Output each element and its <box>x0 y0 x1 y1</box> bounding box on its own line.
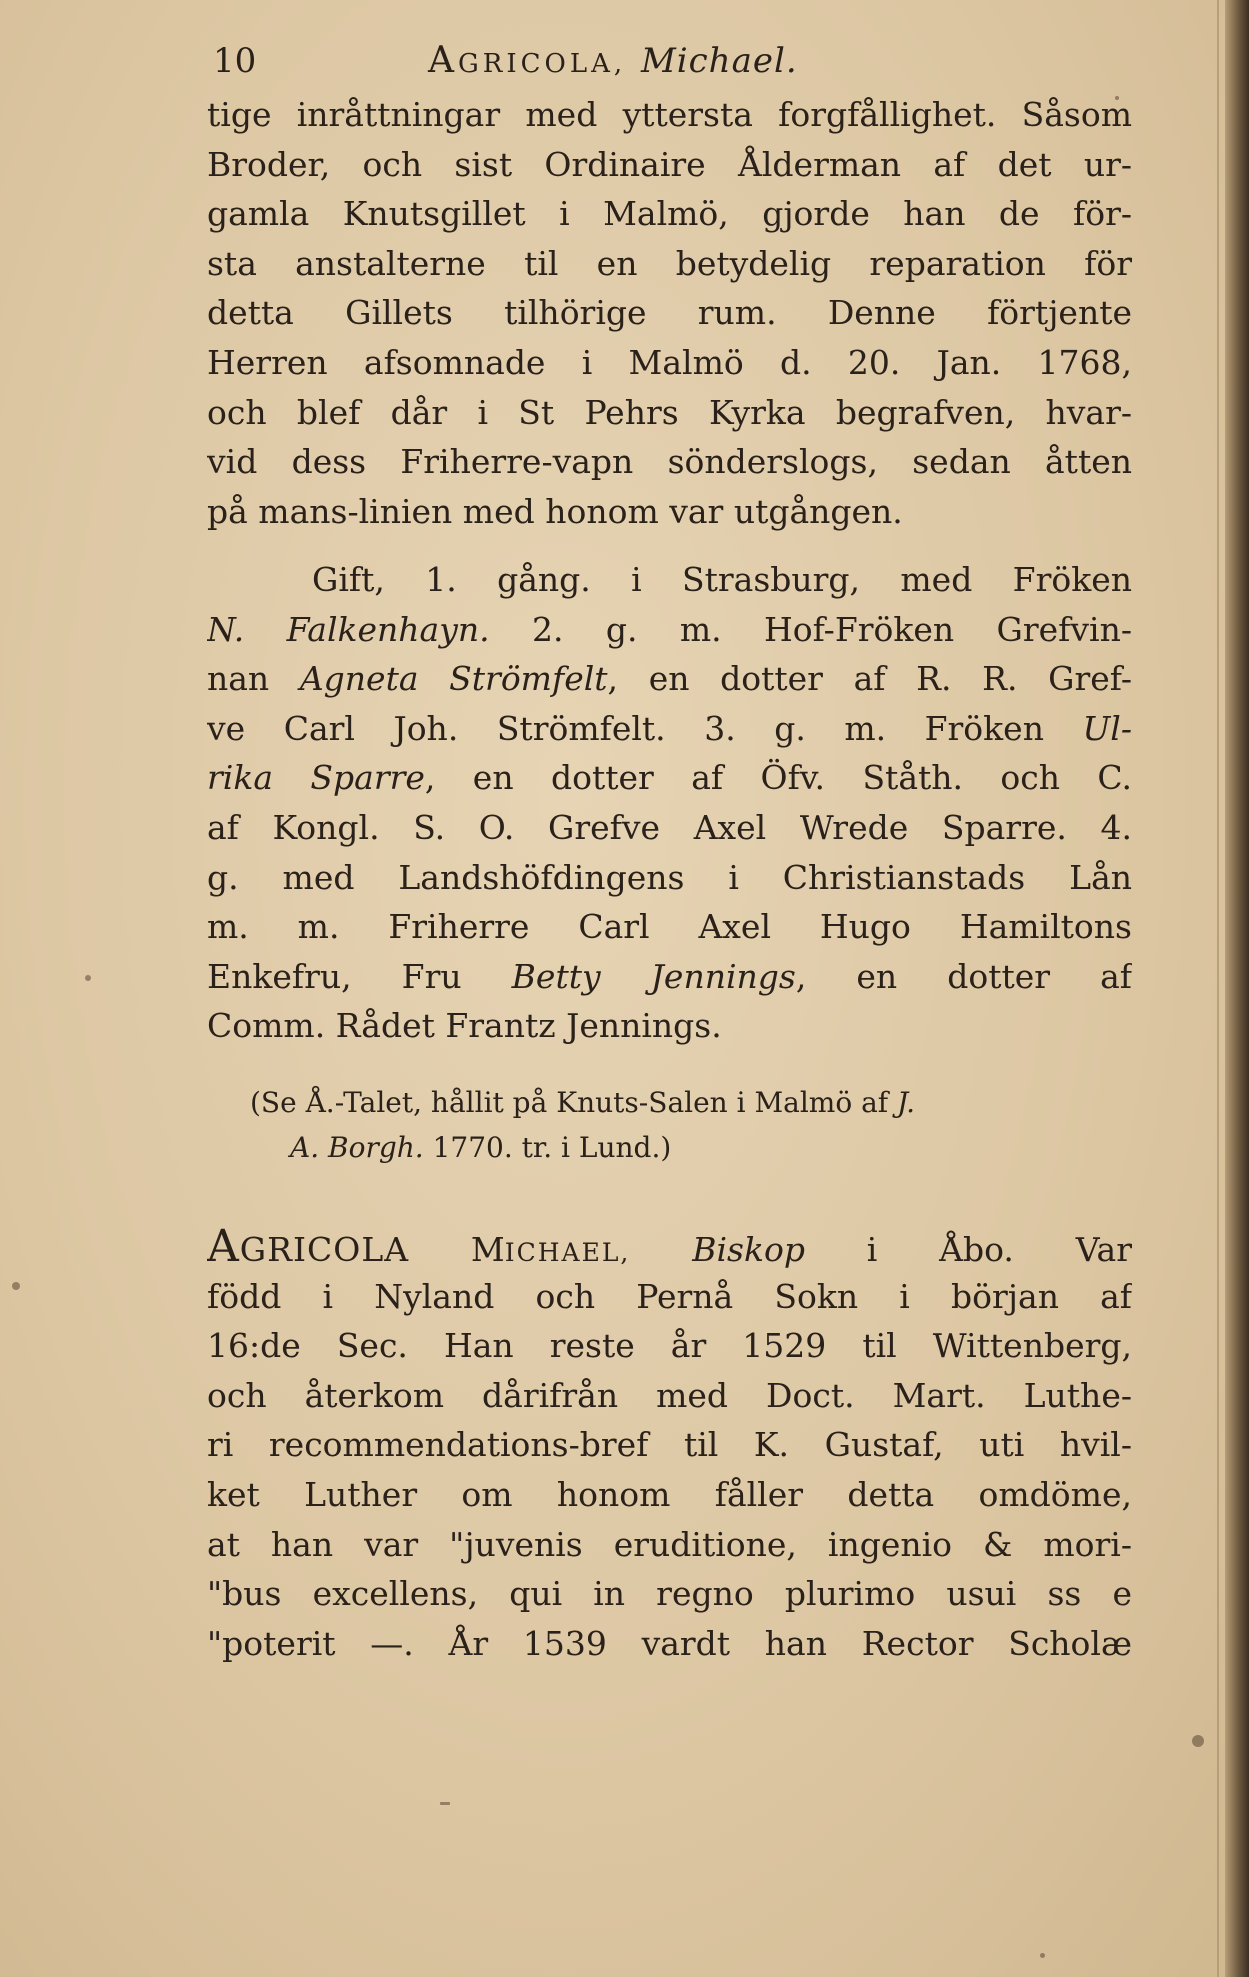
text-line: född i Nyland och Pernå Sokn i början af <box>207 1276 1132 1316</box>
entry-title: Biskop <box>692 1230 805 1269</box>
entry-name: AGRICOLA <box>207 1222 410 1272</box>
text-line: sta anstalterne til en betydelig reparation för <box>207 243 1132 283</box>
text-line: gamla Knutsgillet i Malmö, gjorde han de för- <box>207 194 1132 234</box>
spouse-name: Ul- <box>1082 708 1132 748</box>
book-spine <box>1225 0 1249 1977</box>
citation-line: A. Borgh. 1770. tr. i Lund.) <box>290 1131 672 1164</box>
running-head-forename: Michael. <box>640 41 798 81</box>
text-line: rika Sparre, en dotter af Öfv. Ståth. och C. <box>207 758 1132 798</box>
running-head-surname: GRICOLA, <box>458 49 627 79</box>
text-line: Comm. Rådet Frantz Jennings. <box>207 1006 722 1046</box>
paragraph-continued <box>207 90 1132 536</box>
running-header <box>213 36 1133 86</box>
text-line: Broder, och sist Ordinaire Ålderman af det ur- <box>207 144 1132 184</box>
spouse-name: Betty Jennings <box>511 956 796 996</box>
text-line: Gift, 1. gång. i Strasburg, med Fröken <box>312 560 1132 599</box>
running-head-initial: A <box>428 40 458 81</box>
text-line: vid dess Friherre-vapn sönderslogs, sedan åtten <box>207 442 1132 482</box>
paragraph-marriages <box>207 555 1132 1051</box>
page-number: 10 <box>213 41 257 81</box>
text-line: på mans-linien med honom var utgången. <box>207 491 903 531</box>
text-line: N. Falkenhayn. 2. g. m. Hof-Fröken Grefvin- <box>207 609 1132 649</box>
text-line: m. m. Friherre Carl Axel Hugo Hamiltons <box>207 907 1132 947</box>
spouse-name: N. Falkenhayn. <box>207 609 490 649</box>
citation-line: (Se Å.-Talet, hållit på Knuts-Salen i Malmö af J. <box>250 1086 915 1119</box>
citation-note <box>250 1080 1150 1170</box>
text-line: ket Luther om honom fåller detta omdöme, <box>207 1474 1132 1514</box>
spouse-name: Agneta Strömfelt <box>299 659 608 699</box>
text-line: Herren afsomnade i Malmö d. 20. Jan. 1768, <box>207 342 1132 382</box>
text-line: af Kongl. S. O. Grefve Axel Wrede Sparre. 4. <box>207 807 1132 847</box>
text-line: ve Carl Joh. Strömfelt. 3. g. m. Fröken Ul- <box>207 708 1132 748</box>
text-line: g. med Landshöfdingens i Christianstads Lån <box>207 857 1132 897</box>
text-line: detta Gillets tilhörige rum. Denne förtjente <box>207 293 1132 333</box>
text-line: tige inråttningar med yttersta forgfållighet. Såsom <box>207 95 1132 134</box>
text-line: Enkefru, Fru Betty Jennings, en dotter af <box>207 956 1132 996</box>
text-line: och återkom dårifrån med Doct. Mart. Luthe- <box>207 1375 1132 1415</box>
running-head <box>428 36 798 89</box>
text-line: ri recommendations-bref til K. Gustaf, uti hvil- <box>207 1425 1132 1465</box>
spouse-name: rika Sparre <box>207 758 425 798</box>
text-line: nan Agneta Strömfelt, en dotter af R. R. Gref- <box>207 659 1132 699</box>
text-line: at han var "juvenis eruditione, ingenio & mori- <box>207 1524 1132 1564</box>
entry-heading-line: AGRICOLA MICHAEL, Biskop i Åbo. Var <box>207 1222 1132 1272</box>
text-line: och blef dår i St Pehrs Kyrka begrafven, hvar- <box>207 392 1132 432</box>
text-line: "poterit —. År 1539 vardt han Rector Scholæ <box>207 1623 1132 1663</box>
entry-forename: MICHAEL, <box>470 1230 631 1269</box>
entry-agricola-michael <box>207 1222 1132 1668</box>
page-edge-shadow <box>1217 0 1219 1977</box>
text-line: 16:de Sec. Han reste år 1529 til Wittenberg, <box>207 1326 1132 1366</box>
text-line: "bus excellens, qui in regno plurimo usui ss e <box>207 1574 1132 1614</box>
